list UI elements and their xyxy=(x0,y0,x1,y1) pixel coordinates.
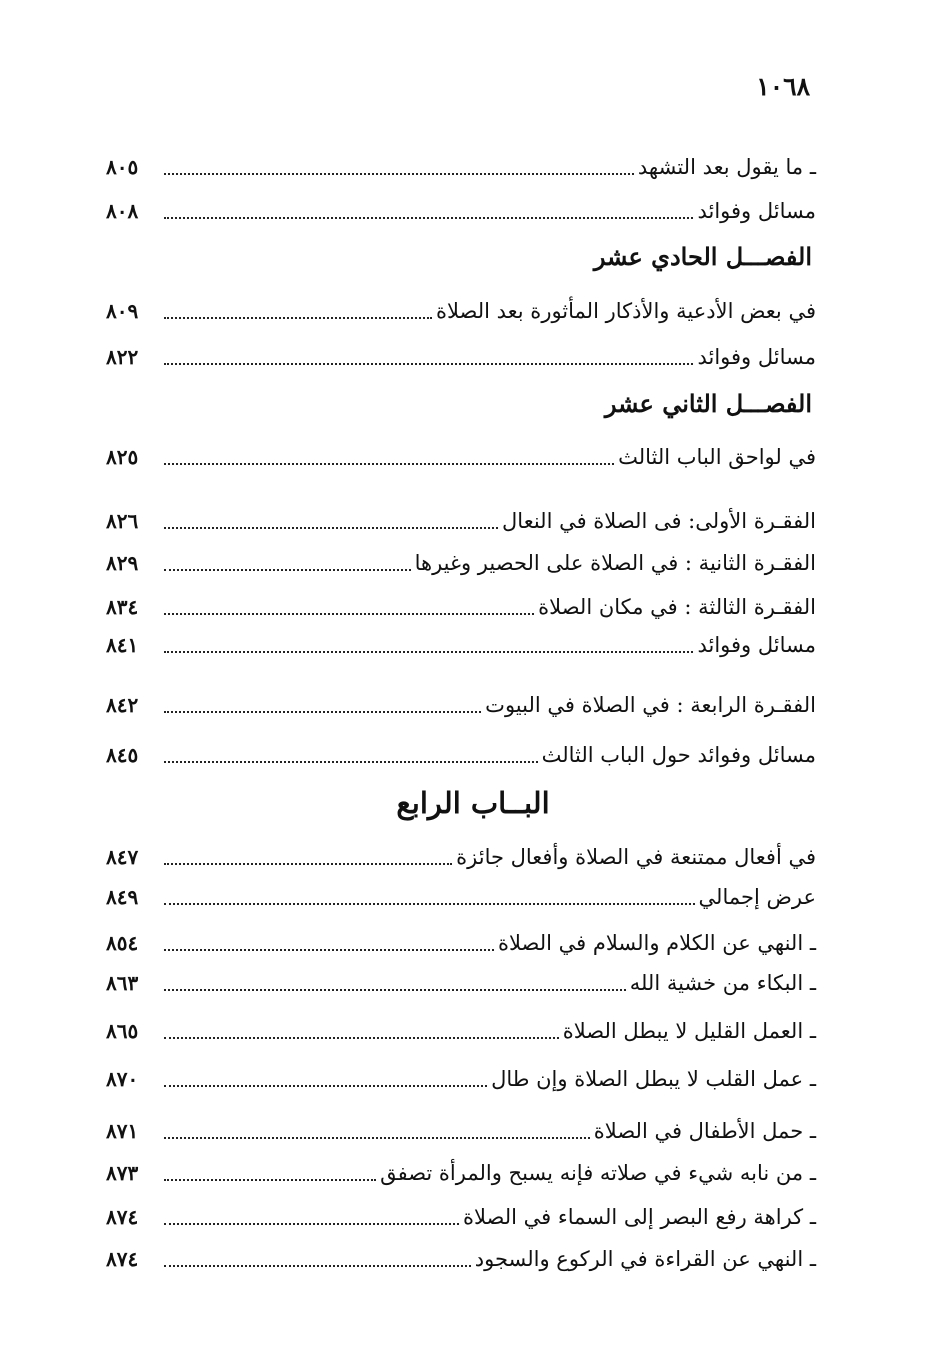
leader-dots xyxy=(164,949,494,951)
toc-entry-title: الفقـرة الثالثة : في مكان الصلاة xyxy=(538,595,816,619)
toc-entry-page: ٨٠٨ xyxy=(106,199,139,223)
toc-entry-title: ـ البكاء من خشية الله xyxy=(629,971,816,995)
toc-entry-title: الفقـرة الأولى: فى الصلاة في النعال xyxy=(502,509,816,533)
toc-entry-page: ٨٤٩ xyxy=(106,885,139,909)
toc-entry-title: مسائل وفوائد حول الباب الثالث xyxy=(541,743,816,767)
leader-dots xyxy=(164,173,634,175)
toc-entry xyxy=(106,922,816,958)
toc-entry-title: الفقـرة الرابعة : في الصلاة في البيوت xyxy=(485,693,816,717)
toc-entry xyxy=(106,586,816,622)
toc-entry xyxy=(106,190,816,226)
toc-entry-title: ـ كراهة رفع البصر إلى السماء في الصلاة xyxy=(463,1205,816,1229)
leader-dots xyxy=(164,651,693,653)
toc-entry-page: ٨٧٣ xyxy=(106,1161,139,1185)
toc-entry-title: ـ العمل القليل لا يبطل الصلاة xyxy=(562,1019,816,1043)
toc-entry-title: في أفعال ممتنعة في الصلاة وأفعال جائزة xyxy=(456,845,816,869)
leader-dots xyxy=(164,989,626,991)
toc-entry-page: ٨٢٩ xyxy=(106,551,139,575)
leader-dots xyxy=(164,1085,487,1087)
leader-dots xyxy=(164,711,481,713)
toc-entry xyxy=(106,1238,816,1274)
toc-entry xyxy=(106,542,816,578)
leader-dots xyxy=(164,363,693,365)
toc-entry-page: ٨٦٣ xyxy=(106,971,139,995)
leader-dots xyxy=(164,863,452,865)
leader-dots xyxy=(164,569,411,571)
toc-entry xyxy=(106,876,816,912)
toc-entry-page: ٨٢٦ xyxy=(106,509,139,533)
part-heading: البــاب الرابع xyxy=(396,786,550,820)
toc-entry-title: ـ عمل القلب لا يبطل الصلاة وإن طال xyxy=(491,1067,816,1091)
toc-entry-page: ٨٤٢ xyxy=(106,693,139,717)
leader-dots xyxy=(164,1179,376,1181)
toc-entry xyxy=(106,146,816,182)
toc-entry-page: ٨٤١ xyxy=(106,633,139,657)
toc-entry-page: ٨٥٤ xyxy=(106,931,139,955)
toc-entry-title: عرض إجمالي xyxy=(698,885,816,909)
toc-entry xyxy=(106,290,816,326)
leader-dots xyxy=(164,1265,471,1267)
toc-entry xyxy=(106,1152,816,1188)
toc-entry xyxy=(106,962,816,998)
toc-entry-title: ـ حمل الأطفال في الصلاة xyxy=(593,1119,816,1143)
toc-entry-title: مسائل وفوائد xyxy=(697,199,816,223)
toc-entry xyxy=(106,1196,816,1232)
toc-entry-title: ـ النهي عن القراءة في الركوع والسجود xyxy=(474,1247,816,1271)
toc-entry-title: في لواحق الباب الثالث xyxy=(618,445,816,469)
toc-entry xyxy=(106,1010,816,1046)
leader-dots xyxy=(164,903,695,905)
leader-dots xyxy=(164,761,538,763)
toc-entry-page: ٨٠٩ xyxy=(106,299,139,323)
leader-dots xyxy=(164,1137,590,1139)
leader-dots xyxy=(164,1037,559,1039)
toc-entry xyxy=(106,1058,816,1094)
toc-entry-page: ٨٠٥ xyxy=(106,155,139,179)
toc-entry-title: مسائل وفوائد xyxy=(697,633,816,657)
toc-entry xyxy=(106,624,816,660)
page-number: ١٠٦٨ xyxy=(756,72,810,101)
chapter-heading: الفصـــل الثاني عشر xyxy=(604,389,812,418)
toc-entry-title: في بعض الأدعية والأذكار المأثورة بعد الصلاة xyxy=(435,299,816,323)
toc-entry-title: الفقـرة الثانية : في الصلاة على الحصير وغيرها xyxy=(414,551,816,575)
toc-entry-page: ٨٢٥ xyxy=(106,445,139,469)
toc-entry-page: ٨٦٥ xyxy=(106,1019,139,1043)
toc-entry-page: ٨٤٧ xyxy=(106,845,139,869)
leader-dots xyxy=(164,613,534,615)
toc-entry-page: ٨٧٤ xyxy=(106,1247,139,1271)
toc-entry-page: ٨٧٠ xyxy=(106,1067,139,1091)
toc-entry-page: ٨٧١ xyxy=(106,1119,139,1143)
toc-entry-page: ٨٤٥ xyxy=(106,743,139,767)
toc-entry-title: مسائل وفوائد xyxy=(697,345,816,369)
toc-entry-title: ـ النهي عن الكلام والسلام في الصلاة xyxy=(498,931,816,955)
toc-entry xyxy=(106,1110,816,1146)
leader-dots xyxy=(164,527,498,529)
toc-entry-title: ـ ما يقول بعد التشهد xyxy=(637,155,816,179)
toc-entry-page: ٨٣٤ xyxy=(106,595,139,619)
toc-entry-page: ٨٧٤ xyxy=(106,1205,139,1229)
toc-entry xyxy=(106,836,816,872)
toc-entry xyxy=(106,500,816,536)
chapter-heading: الفصـــل الحادي عشر xyxy=(593,242,812,271)
toc-entry-page: ٨٢٢ xyxy=(106,345,139,369)
toc-entry-title: ـ من نابه شيء في صلاته فإنه يسبح والمرأة تصفق xyxy=(380,1161,816,1185)
leader-dots xyxy=(164,1223,459,1225)
toc-entry xyxy=(106,336,816,372)
toc-entry xyxy=(106,684,816,720)
leader-dots xyxy=(164,217,693,219)
toc-entry xyxy=(106,734,816,770)
leader-dots xyxy=(164,463,614,465)
toc-entry xyxy=(106,436,816,472)
leader-dots xyxy=(164,317,432,319)
